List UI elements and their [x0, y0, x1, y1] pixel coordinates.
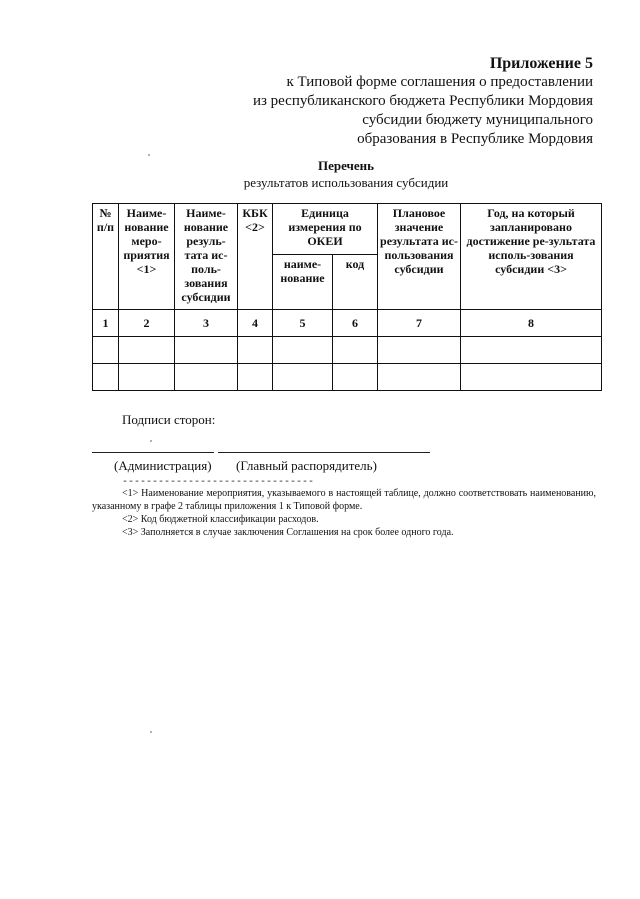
- table-cell: [273, 364, 333, 391]
- signatures-label: Подписи сторон:: [122, 412, 216, 427]
- column-number: 7: [378, 310, 461, 337]
- table-cell: [175, 364, 238, 391]
- header-num: № п/п: [93, 204, 119, 310]
- table-cell: [175, 337, 238, 364]
- footnote: <3> Заполняется в случае заключения Соглашения на срок более одного года.: [122, 527, 454, 538]
- table-cell: [461, 364, 602, 391]
- annex-line: субсидии бюджету муниципального: [362, 112, 593, 128]
- table-cell: [119, 364, 175, 391]
- table-cell: [333, 364, 378, 391]
- column-number: 2: [119, 310, 175, 337]
- table-cell: [378, 364, 461, 391]
- document-title: [92, 157, 600, 191]
- footnote: <2> Код бюджетной классификации расходов.: [122, 514, 319, 525]
- column-number: 6: [333, 310, 378, 337]
- table-cell: [333, 337, 378, 364]
- header-event: Наиме-нование меро-приятия <1>: [119, 204, 175, 310]
- signature-line-admin: [92, 452, 214, 453]
- footnote: <1> Наименование мероприятия, указываемого в настоящей таблице, должно соответствовать наименованию, указанному в графе 2 таблицы приложения 1 к Типовой форме.: [92, 488, 596, 512]
- header-unit-name: наиме-нование: [273, 255, 333, 310]
- header-row: [93, 204, 602, 255]
- header-result: Наиме-нование резуль-тата ис-поль-зования субсидии: [175, 204, 238, 310]
- table-cell: [93, 364, 119, 391]
- column-number-row: [93, 310, 602, 337]
- table-cell: [119, 337, 175, 364]
- column-number: 5: [273, 310, 333, 337]
- header-year: Год, на который запланировано достижение ре-зультата исполь-зования субсидии <3>: [461, 204, 602, 310]
- table-cell: [238, 337, 273, 364]
- annex-line: к Типовой форме соглашения о предоставлении: [286, 74, 593, 90]
- column-number: 8: [461, 310, 602, 337]
- column-number: 3: [175, 310, 238, 337]
- results-table: [92, 203, 602, 391]
- header-unit-code: код: [333, 255, 378, 310]
- footnotes: [92, 487, 596, 539]
- table-cell: [238, 364, 273, 391]
- title-line: Перечень: [317, 158, 375, 173]
- table-cell: [378, 337, 461, 364]
- scan-speck: [148, 154, 150, 156]
- table-cell: [93, 337, 119, 364]
- subtitle-line: результатов использования субсидии: [243, 175, 449, 190]
- annex-line: из республиканского бюджета Республики Мордовия: [252, 93, 593, 109]
- annex-header: [253, 54, 593, 149]
- annex-line: образования в Республике Мордовия: [357, 131, 593, 147]
- header-kbk: КБК <2>: [238, 204, 273, 310]
- column-number: 1: [93, 310, 119, 337]
- table-cell: [273, 337, 333, 364]
- annex-number: Приложение 5: [489, 55, 593, 72]
- table-row: [93, 337, 602, 364]
- signature-admin-label: (Администрация): [114, 458, 212, 473]
- notes-separator: --------------------------------: [122, 477, 315, 488]
- table-row: [93, 364, 602, 391]
- header-unit: Единица измерения по ОКЕИ: [273, 204, 378, 255]
- column-number: 4: [238, 310, 273, 337]
- header-plan: Плановое значение результата ис-пользования субсидии: [378, 204, 461, 310]
- scan-speck: [150, 731, 152, 733]
- signature-line-chief: [218, 452, 430, 453]
- scan-speck: [150, 440, 152, 442]
- table-cell: [461, 337, 602, 364]
- signature-chief-label: (Главный распорядитель): [236, 458, 377, 473]
